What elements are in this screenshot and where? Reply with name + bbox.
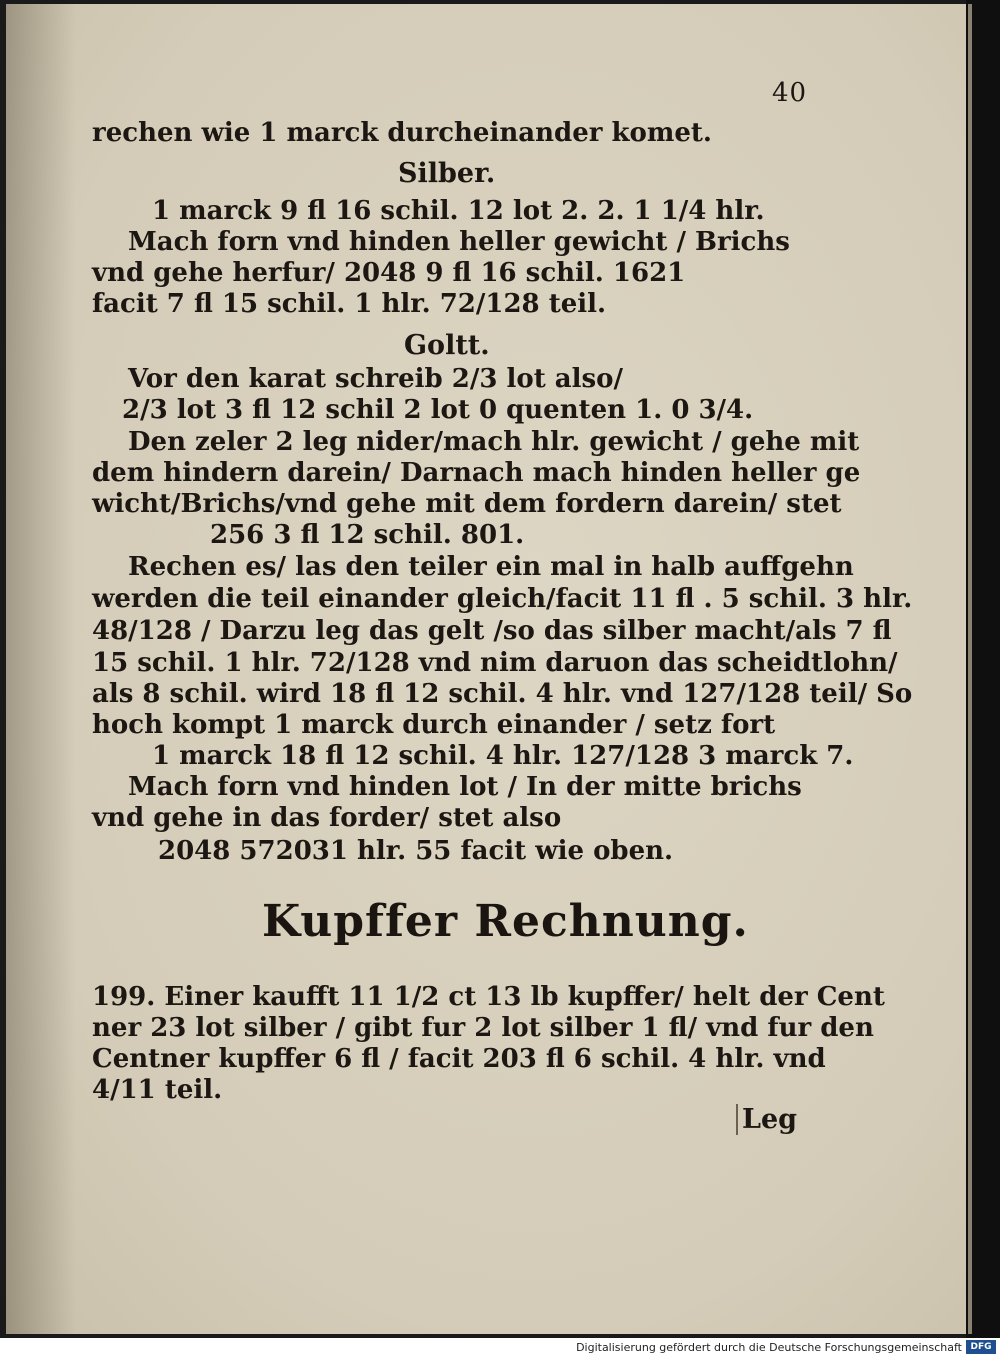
text-line: 2048 572031 hlr. 55 facit wie oben.	[158, 836, 674, 866]
paragraph-line: Centner kupffer 6 fl / facit 203 fl 6 schil. 4 hlr. vnd	[92, 1044, 826, 1074]
heading-golt: Goltt.	[404, 330, 490, 361]
text-line: dem hindern darein/ Darnach mach hinden heller ge	[92, 458, 861, 488]
text-line: wicht/Brichs/vnd gehe mit dem fordern darein/ stet	[92, 489, 842, 519]
paragraph-line: ner 23 lot silber / gibt fur 2 lot silber 1 fl/ vnd fur den	[92, 1013, 874, 1043]
text-line: Rechen es/ las den teiler ein mal in halb auffgehn	[128, 552, 854, 582]
text-line: als 8 schil. wird 18 fl 12 schil. 4 hlr. vnd 127/128 teil/ So	[92, 679, 913, 709]
footer-bar	[0, 1338, 1000, 1358]
spine-shadow	[6, 4, 76, 1334]
text-line: 2/3 lot 3 fl 12 schil 2 lot 0 quenten 1. 0 3/4.	[122, 395, 754, 425]
paragraph-line: 4/11 teil.	[92, 1075, 223, 1105]
text-line: hoch kompt 1 marck durch einander / setz fort	[92, 710, 776, 740]
page-number: 40	[772, 78, 808, 108]
catchword: Leg	[736, 1104, 797, 1135]
text-line: Mach forn vnd hinden lot / In der mitte brichs	[128, 772, 802, 802]
text-line: 48/128 / Darzu leg das gelt /so das silber macht/als 7 fl	[92, 616, 892, 646]
text-line: Den zeler 2 leg nider/mach hlr. gewicht / gehe mit	[128, 427, 860, 457]
text-line: 1 marck 18 fl 12 schil. 4 hlr. 127/128 3 marck 7.	[152, 741, 854, 771]
page-edge-strip	[968, 4, 972, 1334]
text-line: 256 3 fl 12 schil. 801.	[210, 520, 525, 550]
paragraph-line: 199. Einer kaufft 11 1/2 ct 13 lb kupffer/ helt der Cent	[92, 982, 885, 1012]
text-line: 15 schil. 1 hlr. 72/128 vnd nim daruon das scheidtlohn/	[92, 648, 898, 678]
footer-credit: Digitalisierung gefördert durch die Deutsche Forschungsgemeinschaft	[576, 1341, 962, 1354]
heading-silber: Silber.	[398, 158, 496, 189]
text-line: Mach forn vnd hinden heller gewicht / Brichs	[128, 227, 790, 257]
text-line: 1 marck 9 fl 16 schil. 12 lot 2. 2. 1 1/4 hlr.	[152, 196, 765, 226]
text-line: Vor den karat schreib 2/3 lot also/	[128, 364, 623, 394]
dfg-logo: DFG	[966, 1340, 996, 1354]
text-line: facit 7 fl 15 schil. 1 hlr. 72/128 teil.	[92, 289, 607, 319]
section-title: Kupffer Rechnung.	[262, 896, 749, 947]
text-line: werden die teil einander gleich/facit 11 fl . 5 schil. 3 hlr.	[92, 584, 913, 614]
text-line: rechen wie 1 marck durcheinander komet.	[92, 118, 712, 148]
text-line: vnd gehe in das forder/ stet also	[92, 803, 562, 833]
text-line: vnd gehe herfur/ 2048 9 fl 16 schil. 1621	[92, 258, 686, 288]
